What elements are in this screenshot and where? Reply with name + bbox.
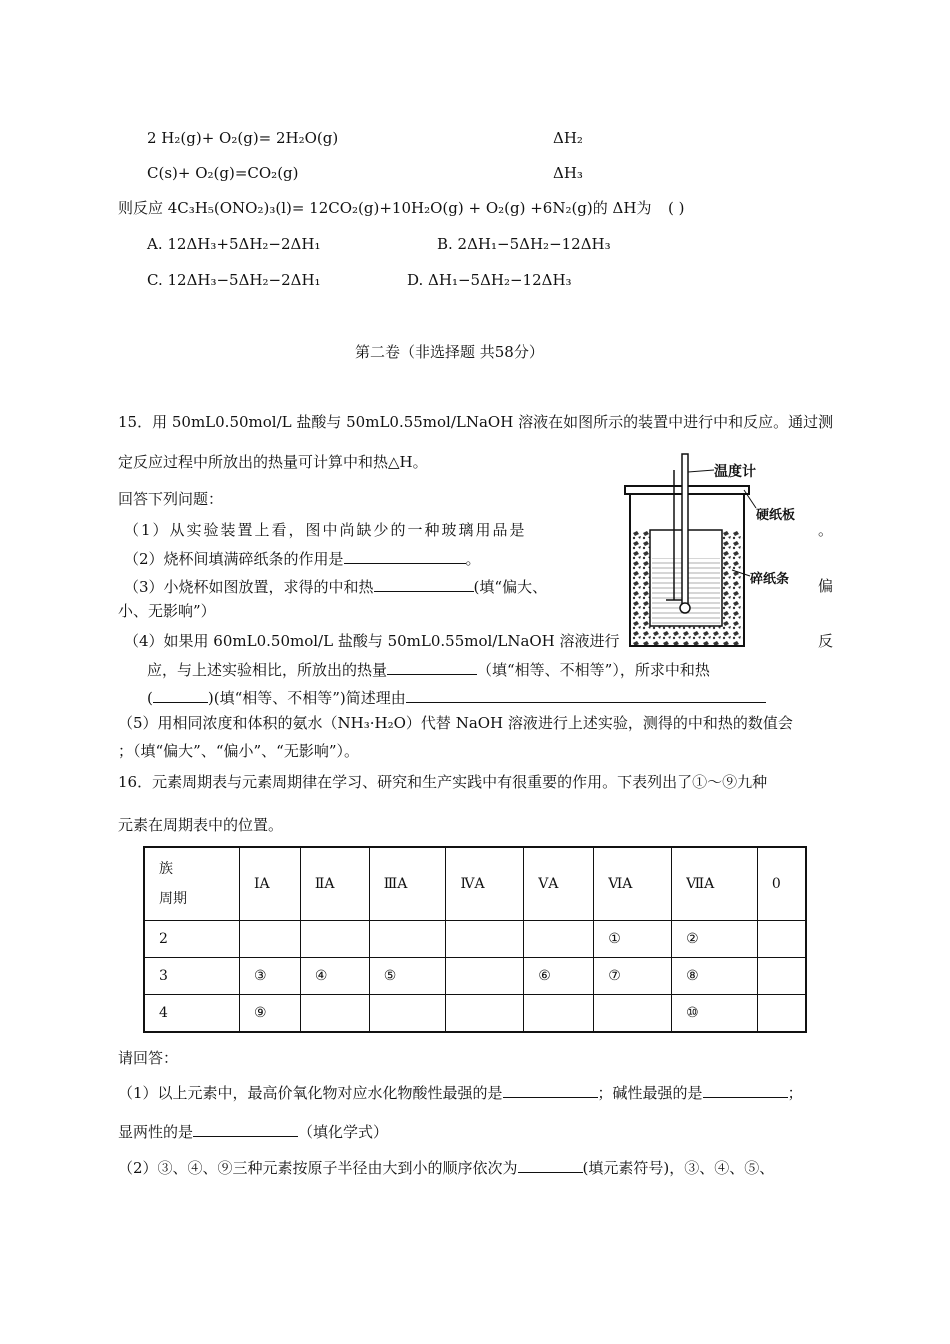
table-cell	[757, 958, 806, 995]
group-header: ⅤA	[524, 847, 594, 921]
q15-part3-end: 偏	[818, 577, 834, 595]
table-cell	[300, 995, 369, 1033]
answer-paren: ( )	[668, 199, 685, 217]
group-header: ⅠA	[240, 847, 301, 921]
q15-part3-line2: 小、无影响”）	[118, 602, 216, 620]
table-cell	[369, 995, 446, 1033]
table-cell	[446, 958, 524, 995]
question-stem: 则反应 4C₃H₅(ONO₂)₃(l)= 12CO₂(g)+10H₂O(g) + O₂(g) +6N₂(g)的 ΔH为	[118, 199, 652, 217]
q15-line3: 回答下列问题：	[118, 490, 224, 508]
q15-line2: 定反应过程中所放出的热量可计算中和热△H。	[118, 453, 428, 471]
table-cell	[757, 995, 806, 1033]
q15-part3	[124, 576, 547, 597]
corner-group-label: 族	[159, 861, 173, 877]
q16-answer2-text: （2）③、④、⑨三种元素按原子半径由大到小的顺序依次为	[118, 1159, 518, 1177]
table-header-row	[144, 847, 806, 921]
q15-part2-text: （2）烧杯间填满碎纸条的作用是	[124, 550, 344, 568]
q16-line2: 元素在周期表中的位置。	[118, 816, 284, 834]
q16-answer1	[118, 1082, 803, 1103]
q15-part4-l2a: 应，与上述实验相比，所放出的热量	[147, 661, 388, 679]
option-a: A. 12ΔH₃+5ΔH₂−2ΔH₁	[147, 235, 321, 253]
group-header: ⅢA	[369, 847, 446, 921]
table-cell: ⑤	[369, 958, 446, 995]
q15-part4-end: 反	[818, 632, 834, 650]
thermometer-label: 温度计	[714, 464, 756, 480]
cardboard-label: 硬纸板	[756, 508, 796, 523]
q16-answer2	[118, 1157, 774, 1178]
table-cell	[757, 921, 806, 958]
q15-part4-line2	[147, 659, 710, 680]
answer-blank[interactable]	[153, 687, 208, 703]
q15-part1	[124, 520, 527, 540]
table-cell: ⑦	[594, 958, 672, 995]
answer-blank[interactable]	[518, 1157, 583, 1173]
delta-h2: ΔH₂	[553, 129, 583, 147]
q15-part1-end: 。	[818, 521, 834, 539]
group-header: 0	[757, 847, 806, 921]
table-cell	[446, 995, 524, 1033]
table-row	[144, 995, 806, 1033]
q15-part4-line3	[147, 687, 766, 708]
table-cell: ⑩	[672, 995, 758, 1033]
option-d: D. ΔH₁−5ΔH₂−12ΔH₃	[407, 271, 572, 289]
answer-blank[interactable]	[703, 1082, 788, 1098]
group-header: ⅣA	[446, 847, 524, 921]
q15-part5-line2: ；（填“偏大”、“偏小”、“无影响”）。	[118, 742, 360, 760]
table-row	[144, 958, 806, 995]
delta-h3: ΔH₃	[553, 164, 583, 182]
option-b: B. 2ΔH₁−5ΔH₂−12ΔH₃	[437, 235, 611, 253]
table-cell	[446, 921, 524, 958]
period-label: 2	[144, 921, 240, 958]
period-label: 3	[144, 958, 240, 995]
table-cell: ⑨	[240, 995, 301, 1033]
table-cell: ⑥	[524, 958, 594, 995]
q15-part4: （4）如果用 60mL0.50mol/L 盐酸与 50mL0.55mol/LNaOH 溶液进行	[124, 632, 620, 650]
table-cell: ①	[594, 921, 672, 958]
group-header: ⅥA	[594, 847, 672, 921]
q15-part3-text: （3）小烧杯如图放置，求得的中和热	[124, 578, 374, 596]
q16-answer1-end: ；	[787, 1084, 803, 1102]
q15-part2	[124, 548, 481, 569]
q16-answer1-text: （1）以上元素中，最高价氧化物对应水化物酸性最强的是	[118, 1084, 503, 1102]
table-cell: ⑧	[672, 958, 758, 995]
paper-scraps-label: 碎纸条	[750, 572, 790, 587]
table-cell	[524, 995, 594, 1033]
q16-answer1-l2-end: （填化学式）	[298, 1123, 389, 1141]
corner-period-label: 周期	[159, 891, 187, 907]
table-cell	[524, 921, 594, 958]
q15-part5: （5）用相同浓度和体积的氨水（NH₃·H₂O）代替 NaOH 溶液进行上述实验，测得的中和热的数值会	[118, 714, 793, 732]
answer-blank[interactable]	[374, 576, 474, 592]
q15-part4-l3b: )(填“相等、不相等”)简述理由	[207, 689, 406, 707]
table-cell	[369, 921, 446, 958]
q15-line1: 15．用 50mL0.50mol/L 盐酸与 50mL0.55mol/LNaOH 溶液在如图所示的装置中进行中和反应。通过测	[118, 413, 834, 431]
calorimeter-figure	[622, 450, 812, 650]
answer-blank[interactable]	[193, 1121, 298, 1137]
equation-2: 2 H₂(g)+ O₂(g)= 2H₂O(g)	[147, 129, 339, 147]
answer-blank[interactable]	[344, 548, 466, 564]
equation-3: C(s)+ O₂(g)=CO₂(g)	[147, 164, 299, 182]
section-title: 第二卷（非选择题 共58分）	[355, 343, 544, 361]
q16-answer1-l2: 显两性的是	[118, 1123, 194, 1141]
q16-answer2-end: (填元素符号)，③、④、⑤、	[582, 1159, 775, 1177]
please-answer: 请回答：	[118, 1049, 179, 1067]
periodic-table	[143, 846, 807, 1033]
q16-line1: 16．元素周期表与元素周期律在学习、研究和生产实践中有很重要的作用。下表列出了①～⑨九种	[118, 773, 768, 791]
table-cell: ③	[240, 958, 301, 995]
q16-answer1-mid: ；碱性最强的是	[597, 1084, 703, 1102]
table-row	[144, 921, 806, 958]
table-cell: ④	[300, 958, 369, 995]
table-cell	[594, 995, 672, 1033]
option-c: C. 12ΔH₃−5ΔH₂−2ΔH₁	[147, 271, 321, 289]
answer-blank[interactable]	[503, 1082, 598, 1098]
table-cell	[300, 921, 369, 958]
table-cell: ②	[672, 921, 758, 958]
q15-part3-mid: (填“偏大、	[473, 578, 548, 596]
q16-answer1-line2	[118, 1121, 388, 1142]
answer-blank[interactable]	[406, 687, 766, 703]
q15-part4-l3a: (	[147, 689, 153, 707]
q15-part4-l2b: （填“相等、不相等”），所求中和热	[477, 661, 710, 679]
table-cell	[240, 921, 301, 958]
corner-cell	[144, 847, 240, 921]
q15-part2-end: 。	[465, 550, 481, 568]
q15-part1-text: （1）从实验装置上看，图中尚缺少的一种玻璃用品是	[124, 521, 527, 539]
answer-blank[interactable]	[387, 659, 477, 675]
period-label: 4	[144, 995, 240, 1033]
group-header: ⅡA	[300, 847, 369, 921]
group-header: ⅦA	[672, 847, 758, 921]
